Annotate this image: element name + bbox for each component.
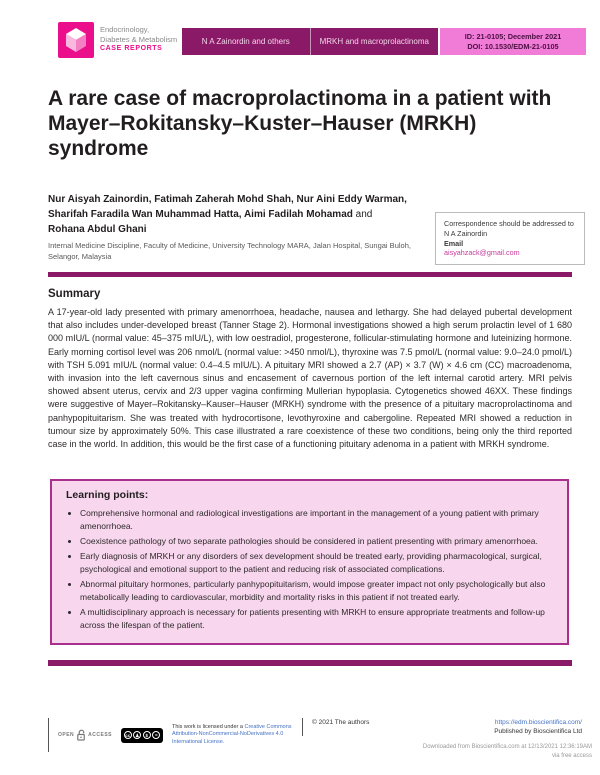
open-access-label-access: ACCESS [88,732,113,738]
footer-publisher-block [302,718,582,736]
author-list [48,192,468,237]
learning-point: • Early diagnosis of MRKH or any disorders of sex development should be treated early, providing pharmacological, surgical, psychological and emotional support to the patient and reducing risk of associated complications. [80,550,553,576]
download-note-line1: Downloaded from Bioscientifica.com at 12/13/2021 12:36:19AM [422,744,592,750]
email-link[interactable]: aisyahzack@gmail.com [444,248,520,258]
cc-icon: cc [125,733,131,738]
running-header-authors: N A Zainordin and others [182,28,311,55]
header-divider-bar [48,272,572,277]
download-note-line2: via free access [551,752,592,759]
license-link[interactable]: Creative Commons Attribution-NonCommercial-NoDerivatives 4.0 International License. [172,723,292,745]
correspondence-text: Correspondence should be addressed to N A Zainordin [444,219,574,238]
publisher-text: Published by Bioscientifica Ltd [494,728,582,735]
article-doi: DOI: 10.1530/EDM-21-0105 [467,41,559,51]
open-padlock-icon [76,729,86,742]
summary-text: A 17-year-old lady presented with primary amenorrhoea, headache, nausea and lethargy. She had delayed pubertal development that also includes under-developed breast (Tanner Stage 2). Hormonal investigations showed a high serum prolactin level of 1 680 000 mIU/L (normal value: 45–375 mIU/L), with low oestradiol, progesterone, follicular-stimulating hormone and luteinizing hormone. Early morning cortisol level was 206 nmol/L (normal value: >450 nmol/L), thyroxine was 7.5 pmol/L (normal value: 9.0–24.0 pmol/L) with TSH 5.091 mIU/L (normal value: 0.4–4.5 mIU/L). A pituitary MRI showed a 2.7 (AP) × 3.7 (W) × 4.6 cm (CC) macroadenoma, with invasion into the left cavernous sinus and encasement of cavernous portion of the left internal carotid artery. MRI pelvis showed absent uterus, cervix and 2/3 upper vagina confirming Mullerian hypoplasia. Cytogenetics showed 46XX. These findings were suggestive of Mayer–Rokitansky–Kauser–Hauser (MRKH) syndrome with the presence of a pituitary macroprolactinoma and panhypopituitarism. She was treated with hydrocortisone, levothyroxine and cabergoline. Repeated MRI showed a reduction in tumour size by approximately 50%. This case illustrated a rare coexistence of these two conditions, being only the third reported case in the world. In addition, this would be the first case of a functioning pituitary adenoma in a patient with MRKH syndrome. [48,307,572,450]
journal-name-line2: Diabetes & Metabolism [100,34,178,44]
cc-noncommercial-icon: $ [143,731,151,739]
learning-point: • Coexistence pathology of two separate pathologies should be considered in patient presenting with primary amenorrhoea. [80,535,553,548]
download-note [423,743,592,760]
cc-person-icon: ♟ [135,733,140,738]
footer-license-block [48,718,300,752]
correspondence-box [435,212,585,265]
article-id-box [440,28,586,55]
affiliation: Internal Medicine Discipline, Faculty of Medicine, University Technology MARA, Jalan Hospital, Sungai Buloh, Selangor, Malaysia [48,241,411,261]
copyright-text: © 2021 The authors [312,719,370,726]
license-text [172,724,300,747]
authors-line1: Nur Aisyah Zainordin, Fatimah Zaherah Mohd Shah, Nur Aini Eddy Warman, [48,194,407,205]
cc-by-nc-nd-badge-icon [121,728,163,743]
journal-logo-icon [58,22,94,58]
learning-points-box [50,479,569,645]
article-id: ID: 21-0105; December 2021 [464,32,562,41]
journal-url-link[interactable]: https://edm.bioscientifica.com/ [494,719,582,726]
open-access-label-open: OPEN [58,732,75,738]
footer-divider-bar [48,660,572,666]
authors-line2-names: Sharifah Faradila Wan Muhammad Hatta, Aimi Fadilah Mohamad [48,209,353,220]
email-label: Email [444,238,464,248]
learning-points-list [66,507,553,632]
running-header-topic: MRKH and macroprolactinoma [319,37,429,46]
summary-heading: Summary [48,288,101,300]
journal-name [100,25,177,54]
authors-line2 [48,207,468,222]
journal-name-line1: Endocrinology, [100,25,150,34]
page-title: A rare case of macroprolactinoma in a patient with Mayer–Rokitansky–Kuster–Hauser (MRKH) syndrome [48,87,552,160]
learning-point: • Comprehensive hormonal and radiological investigations are important in the management of a young patient with primary amenorrhoea. [80,507,553,533]
learning-point: • Abnormal pituitary hormones, particularly panhypopituitarism, would impose greater impact not only psychologically but also metabolically leading to cardiovascular, morbidity and mortality risks in this patient if not treated early. [80,578,553,604]
authors-and: and [355,209,373,220]
authors-line3: Rohana Abdul Ghani [48,224,147,235]
learning-point: • A multidisciplinary approach is necessary for patients presenting with MRKH to ensure appropriate treatments and follow-up across the lifespan of the patient. [80,606,553,632]
journal-name-case-reports: CASE REPORTS [100,45,163,52]
cc-noderivatives-icon: = [152,731,160,739]
license-prefix: This work is licensed under a [172,723,245,730]
open-access-logo [58,729,112,742]
learning-points-heading: Learning points: [66,489,149,501]
running-header-bar [182,28,438,55]
